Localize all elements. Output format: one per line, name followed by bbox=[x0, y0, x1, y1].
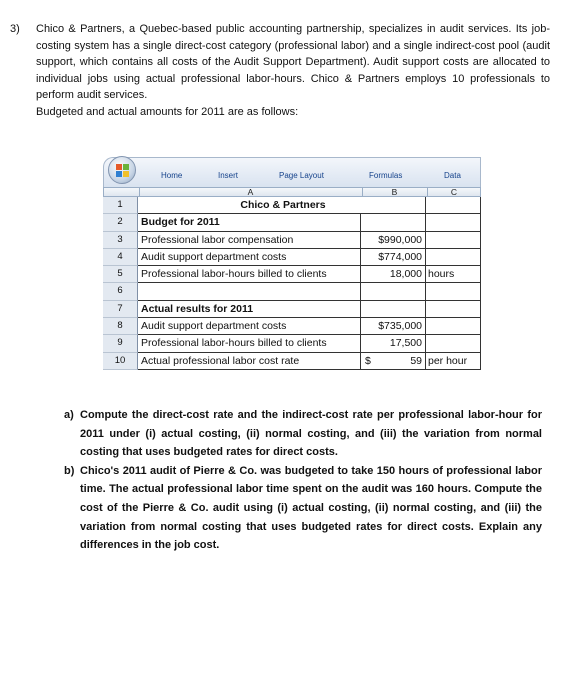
cell-c bbox=[426, 249, 481, 266]
cell-b bbox=[361, 301, 426, 318]
budget-intro-line: Budgeted and actual amounts for 2011 are as follows: bbox=[36, 105, 299, 118]
row-number: 4 bbox=[103, 249, 138, 266]
cell-c: per hour bbox=[426, 353, 481, 370]
cell-b bbox=[361, 214, 426, 231]
cell-c bbox=[426, 318, 481, 335]
sheet-row bbox=[103, 318, 481, 335]
row-number: 2 bbox=[103, 214, 138, 231]
tab-data: Data bbox=[444, 171, 461, 180]
part-b bbox=[64, 462, 542, 555]
cell-b: $774,000 bbox=[361, 249, 426, 266]
cell-c bbox=[426, 197, 481, 214]
sheet-row bbox=[103, 301, 481, 318]
row-number: 1 bbox=[103, 197, 138, 214]
tab-formulas: Formulas bbox=[369, 171, 403, 180]
column-headers bbox=[103, 187, 481, 197]
sheet-row bbox=[103, 283, 481, 300]
cell-a bbox=[138, 283, 361, 300]
part-label: a) bbox=[64, 409, 74, 421]
column-header-a: A bbox=[139, 187, 363, 197]
part-a bbox=[64, 406, 542, 462]
tab-insert: Insert bbox=[218, 171, 239, 180]
cell-b: 18,000 bbox=[361, 266, 426, 283]
row-number: 8 bbox=[103, 318, 138, 335]
sheet-row bbox=[103, 353, 481, 370]
tab-home: Home bbox=[161, 171, 183, 180]
cell-c bbox=[426, 214, 481, 231]
sheet-grid bbox=[103, 197, 481, 370]
cell-b bbox=[361, 353, 426, 370]
cell-b: $735,000 bbox=[361, 318, 426, 335]
column-header-c: C bbox=[450, 187, 458, 197]
question-number: 3) bbox=[10, 23, 20, 35]
cell-a: Professional labor-hours billed to clients bbox=[138, 266, 361, 283]
sheet-row bbox=[103, 197, 481, 214]
sheet-row bbox=[103, 214, 481, 231]
row-number: 7 bbox=[103, 301, 138, 318]
cell-a: Professional labor-hours billed to clients bbox=[138, 335, 361, 352]
problem-intro bbox=[10, 21, 550, 121]
part-text: Chico's 2011 audit of Pierre & Co. was budgeted to take 150 hours of professional labor time. The actual professional labor time spent on the audit was 160 hours. Compute the cost of the Pierre & Co. audit using (i) actual costing, (ii) normal costing, and (iii) the variation from normal costing that uses budgeted rates for direct costs. Explain any differences in the job cost. bbox=[80, 464, 542, 552]
part-text: Compute the direct-cost rate and the indirect-cost rate per professional labor-hour for 2011 under (i) actual costing, (ii) normal costing, and (iii) the variation from normal costing that uses budgeted rates for direct costs. bbox=[80, 409, 542, 459]
part-label: b) bbox=[64, 464, 75, 477]
office-button-icon bbox=[108, 156, 136, 184]
sheet-row bbox=[103, 266, 481, 283]
ribbon-bar bbox=[103, 157, 481, 187]
sheet-row bbox=[103, 335, 481, 352]
tab-page-layout: Page Layout bbox=[279, 171, 324, 180]
question-text: Chico & Partners, a Quebec-based public accounting partnership, specializes in audit services. Its job-costing system has a single direct-cost category (professional labor) and a single indirect-cost pool (audit support, which contains all costs of the Audit Support Department). Audit support costs are allocated to individual jobs using actual professional labor-hours. Chico & Partners employs 10 professionals to perform audit services. bbox=[36, 23, 550, 102]
cell-a: Actual results for 2011 bbox=[138, 301, 361, 318]
cell-c bbox=[426, 335, 481, 352]
cell-b: $990,000 bbox=[361, 232, 426, 249]
row-number: 5 bbox=[103, 266, 138, 283]
cell-c: hours bbox=[426, 266, 481, 283]
cell-a: Professional labor compensation bbox=[138, 232, 361, 249]
cell-a: Budget for 2011 bbox=[138, 214, 361, 231]
sheet-title-cell: Chico & Partners bbox=[138, 197, 426, 214]
cell-c bbox=[426, 283, 481, 300]
cell-a: Actual professional labor cost rate bbox=[138, 353, 361, 370]
column-header-b: B bbox=[362, 187, 428, 197]
row-number: 10 bbox=[103, 353, 138, 370]
currency-symbol: $ bbox=[365, 354, 371, 367]
cell-a: Audit support department costs bbox=[138, 249, 361, 266]
cell-c bbox=[426, 232, 481, 249]
cell-b: 17,500 bbox=[361, 335, 426, 352]
row-number: 6 bbox=[103, 283, 138, 300]
row-number: 3 bbox=[103, 232, 138, 249]
cell-b bbox=[361, 283, 426, 300]
sheet-row bbox=[103, 232, 481, 249]
row-number: 9 bbox=[103, 335, 138, 352]
sheet-row bbox=[103, 249, 481, 266]
cell-a: Audit support department costs bbox=[138, 318, 361, 335]
cell-b-value: 59 bbox=[410, 354, 422, 367]
spreadsheet-image bbox=[103, 157, 481, 373]
question-parts bbox=[64, 406, 542, 555]
cell-c bbox=[426, 301, 481, 318]
